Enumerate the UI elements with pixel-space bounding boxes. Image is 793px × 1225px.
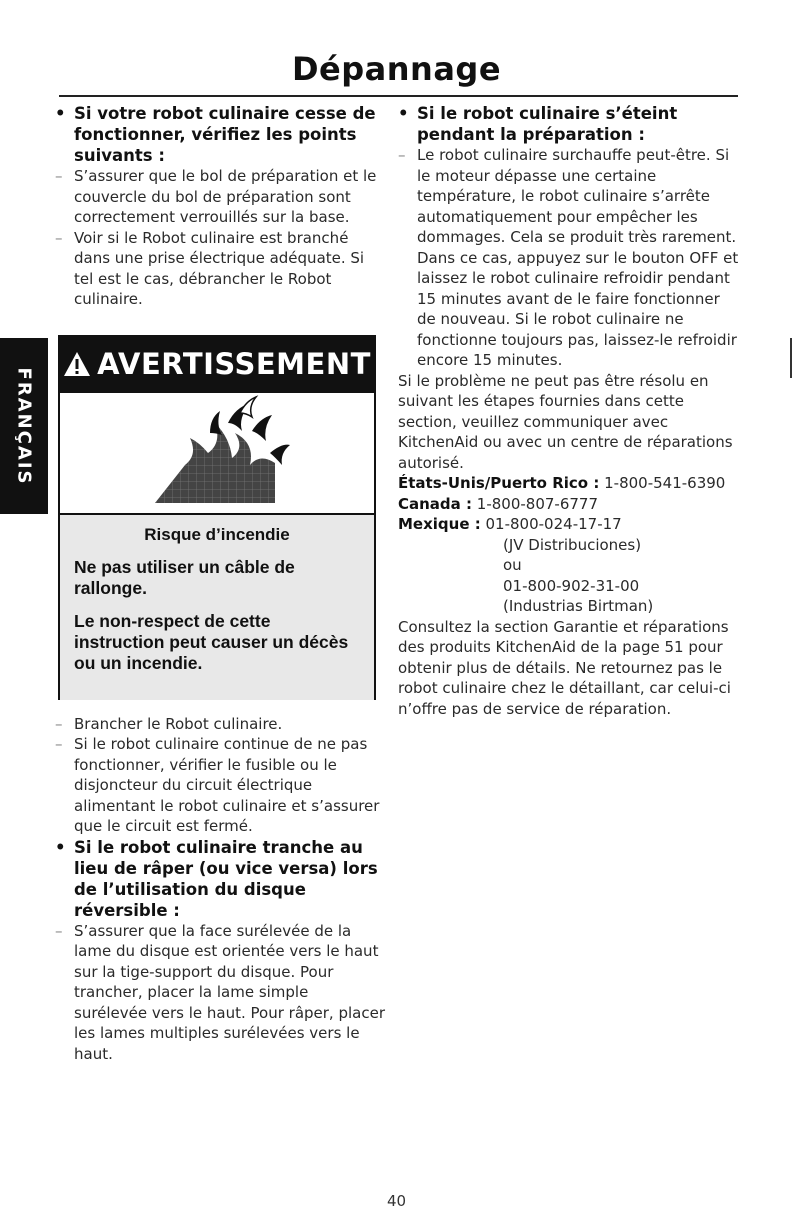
list-item: – S’assurer que la face surélevée de la lame du disque est orientée vers le haut sur la tige-support du disque. Pour trancher, placer la lame simple surélevée vers le haut. Pour râper, placer les lames multiples surélevées vers le haut. bbox=[55, 921, 385, 1063]
page-number: 40 bbox=[386, 1192, 407, 1210]
list-item-text: Brancher le Robot culinaire. bbox=[74, 714, 283, 733]
warning-line-1: Ne pas utiliser un câble de rallonge. bbox=[74, 557, 295, 598]
contact-paragraph: Si le problème ne peut pas être résolu en suivant les étapes fournies dans cette section, veuillez communiquer avec KitchenAid ou avec un centre de réparations autorisé. bbox=[398, 371, 733, 472]
warning-title: AVERTISSEMENT bbox=[97, 347, 371, 382]
page-title: Dépannage bbox=[291, 50, 502, 88]
contact-mexico-phone-2: 01-800-902-31-00 bbox=[503, 576, 640, 595]
contact-mexico-label: Mexique : bbox=[398, 515, 481, 533]
list-item-text: Le robot culinaire surchauffe peut-être. Si le moteur dépasse une certaine température, le robot culinaire s’arrête automatiquement pour empêcher les dommages. Cela se produit très rarement. Dans ce cas, appuyez sur le bouton OFF et laissez le robot culinaire refroidir pendant 15 minutes avant de le faire fonctionner de nouveau. Si le robot culinaire ne fonctionne toujours pas, laissez-le refroidir encore 15 minutes. bbox=[417, 146, 739, 369]
right-column bbox=[398, 103, 743, 719]
bullet-heading bbox=[55, 103, 385, 166]
right-edge-mark bbox=[790, 338, 792, 378]
warning-line-2: Le non-respect de cette instruction peut causer un décès ou un incendie. bbox=[74, 611, 349, 673]
list-item-text: S’assurer que le bol de préparation et le couvercle du bol de préparation sont correctement verrouillés sur la base. bbox=[74, 167, 377, 226]
warning-risk: Risque d’incendie bbox=[144, 524, 290, 544]
language-side-tab bbox=[0, 338, 48, 514]
contact-us bbox=[398, 473, 743, 494]
contact-canada-label: Canada : bbox=[398, 494, 473, 513]
contact-us-phone: 1-800-541-6390 bbox=[604, 474, 726, 492]
list-item: – Le robot culinaire surchauffe peut-être. Si le moteur dépasse une certaine température, le robot culinaire s’arrête automatiquement pour empêcher les dommages. Cela se produit très rarement. Dans ce cas, appuyez sur le bouton OFF et laissez le robot culinaire refroidir pendant 15 minutes avant de le faire fonctionner de nouveau. Si le robot culinaire ne fonctionne toujours pas, laissez-le refroidir encore 15 minutes. bbox=[398, 145, 743, 371]
contact-mexico-note-1: (JV Distribuciones) bbox=[503, 535, 642, 554]
contact-mexico-or: ou bbox=[503, 556, 522, 574]
bullet-heading bbox=[55, 837, 385, 921]
contact-mexico-note-2: (Industrias Birtman) bbox=[503, 597, 654, 615]
contact-canada bbox=[398, 494, 743, 515]
bullet-heading-text: Si le robot culinaire s’éteint pendant la préparation : bbox=[417, 104, 678, 144]
contact-mexico-phone-1: 01-800-024-17-17 bbox=[485, 515, 622, 533]
warning-triangle-icon bbox=[63, 351, 91, 378]
contact-mexico bbox=[398, 514, 743, 535]
side-tab-label: FRANÇAIS bbox=[13, 367, 35, 485]
bullet-heading bbox=[398, 103, 743, 145]
warranty-paragraph: Consultez la section Garantie et réparations des produits KitchenAid de la page 51 pour obtenir plus de détails. Ne retournez pas le robot culinaire chez le détaillant, car celui-ci n’offre pas de service de réparation. bbox=[398, 617, 731, 718]
bullet-dot: • bbox=[398, 104, 409, 123]
list-item: – Si le robot culinaire continue de ne pas fonctionner, vérifier le fusible ou le disjoncteur du circuit électrique alimentant le robot culinaire et s’assurer que le circuit est fermé. bbox=[55, 734, 385, 837]
list-item-text: S’assurer que la face surélevée de la lame du disque est orientée vers le haut sur la tige-support du disque. Pour trancher, placer la lame simple surélevée vers le haut. Pour râper, placer les lames multiples surélevées vers le haut. bbox=[74, 921, 385, 1063]
bullet-heading-text: Si votre robot culinaire cesse de fonctionner, vérifiez les points suivants : bbox=[74, 104, 376, 165]
title-rule bbox=[59, 95, 738, 97]
list-item-text: Si le robot culinaire continue de ne pas fonctionner, vérifier le fusible ou le disjoncteur du circuit électrique alimentant le robot culinaire et s’assurer que le circuit est fermé. bbox=[74, 735, 380, 835]
list-item-text: Voir si le Robot culinaire est branché dans une prise électrique adéquate. Si tel est le cas, débrancher le Robot culinaire. bbox=[74, 228, 365, 308]
warning-box bbox=[58, 335, 376, 700]
bullet-dot: • bbox=[55, 104, 66, 123]
warning-header bbox=[60, 337, 374, 393]
contact-canada-phone: 1-800-807-6777 bbox=[476, 494, 599, 513]
contact-us-label: États-Unis/Puerto Rico : bbox=[398, 474, 600, 492]
fire-hazard-icon bbox=[60, 393, 374, 515]
bullet-dot: • bbox=[55, 837, 66, 857]
list-item: – Brancher le Robot culinaire. bbox=[55, 714, 385, 735]
bullet-heading-text: Si le robot culinaire tranche au lieu de râper (ou vice versa) lors de l’utilisation du disque réversible : bbox=[74, 837, 378, 920]
left-column bbox=[55, 103, 385, 1064]
list-item: – S’assurer que le bol de préparation et le couvercle du bol de préparation sont correctement verrouillés sur la base. bbox=[55, 166, 385, 228]
warning-text-panel bbox=[60, 515, 374, 700]
list-item: – Voir si le Robot culinaire est branché dans une prise électrique adéquate. Si tel est le cas, débrancher le Robot culinaire. bbox=[55, 228, 385, 310]
